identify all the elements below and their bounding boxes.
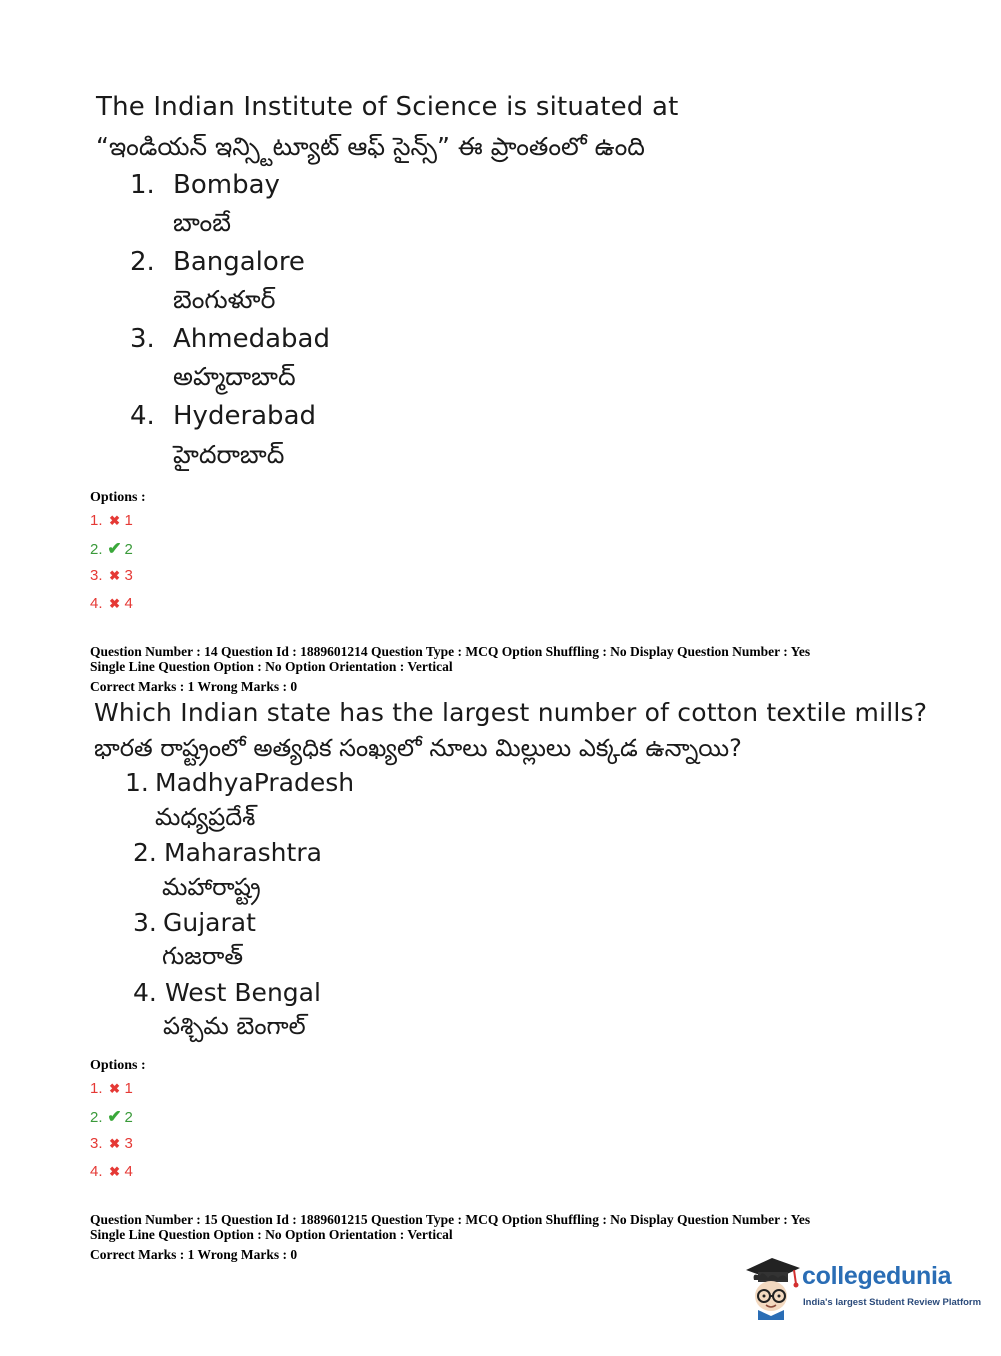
answer-index: 4. <box>90 595 103 612</box>
option-2-en: Maharashtra <box>164 838 322 867</box>
answer-index: 4. <box>90 1163 103 1180</box>
option-4-en: Hyderabad <box>173 401 316 431</box>
option-1-en: Bombay <box>173 170 280 200</box>
meta-line-1: Question Number : 15 Question Id : 1889601215 Question Type : MCQ Option Shuffling : No Display Question Number : Yes <box>90 1212 811 1227</box>
option-3-number: 3. <box>130 324 155 354</box>
student-mascot-icon <box>742 1250 804 1320</box>
cross-icon: ✖ <box>109 513 120 528</box>
answer-option-3 <box>90 1135 133 1152</box>
answer-value: 3 <box>124 567 133 584</box>
cross-icon: ✖ <box>109 1164 120 1179</box>
meta-line-3: Correct Marks : 1 Wrong Marks : 0 <box>90 1247 298 1262</box>
answer-index: 3. <box>90 1135 103 1152</box>
option-2-number: 2. <box>133 838 157 867</box>
option-2-te: బెంగుళూర్ <box>173 285 276 314</box>
options-label: Options : <box>90 1058 146 1073</box>
answer-value: 1 <box>124 512 133 529</box>
option-3-en: Gujarat <box>163 908 256 937</box>
option-1-te: మధ్యప్రదేశ్ <box>155 803 256 831</box>
option-3-te: గుజరాత్ <box>162 942 243 970</box>
question-13-text-en: The Indian Institute of Science is situated at <box>96 92 679 122</box>
meta-line-3: Correct Marks : 1 Wrong Marks : 0 <box>90 679 298 694</box>
answer-value: 4 <box>124 1163 133 1180</box>
question-14-text-te: భారత రాష్ట్రంలో అత్యధిక సంఖ్యలో నూలు మిల్లులు ఎక్కడ ఉన్నాయి? <box>94 734 742 762</box>
answer-option-4 <box>90 595 133 612</box>
meta-line-2: Single Line Question Option : No Option Orientation : Vertical <box>90 1227 453 1242</box>
answer-index: 2. <box>90 541 103 558</box>
answer-option-1 <box>90 1080 133 1097</box>
checkmark-icon: ✔ <box>107 539 122 558</box>
answer-value: 4 <box>124 595 133 612</box>
logo-wordmark: collegedunia <box>802 1262 952 1290</box>
option-4-te: పశ్చిమ బెంగాల్ <box>163 1012 306 1040</box>
option-4-te: హైదరాబాద్ <box>173 440 285 469</box>
collegedunia-logo[interactable] <box>742 1250 982 1320</box>
question-13-text-te: “ఇండియన్ ఇన్స్టిట్యూట్ ఆఫ్ సైన్స్” ఈ ప్రాంతంలో ఉంది <box>96 132 645 161</box>
question-14-text-en: Which Indian state has the largest number of cotton textile mills? <box>94 698 928 727</box>
answer-option-2 <box>90 539 133 559</box>
answer-value: 1 <box>124 1080 133 1097</box>
option-1-number: 1. <box>125 768 149 797</box>
answer-value: 3 <box>124 1135 133 1152</box>
answer-value: 2 <box>124 1109 133 1126</box>
meta-line-2: Single Line Question Option : No Option Orientation : Vertical <box>90 659 453 674</box>
answer-option-2 <box>90 1107 133 1127</box>
option-4-en: West Bengal <box>165 978 321 1007</box>
answer-value: 2 <box>124 541 133 558</box>
answer-index: 3. <box>90 567 103 584</box>
answer-option-3 <box>90 567 133 584</box>
option-2-number: 2. <box>130 247 155 277</box>
answer-index: 1. <box>90 512 103 529</box>
option-2-te: మహారాష్ట్ర <box>162 873 261 901</box>
option-1-number: 1. <box>130 170 155 200</box>
option-4-number: 4. <box>130 401 155 431</box>
logo-tagline: India's largest Student Review Platform <box>803 1297 982 1308</box>
answer-option-1 <box>90 512 133 529</box>
option-3-number: 3. <box>133 908 157 937</box>
option-1-te: బాంబే <box>173 208 231 237</box>
meta-line-1: Question Number : 14 Question Id : 1889601214 Question Type : MCQ Option Shuffling : No Display Question Number : Yes <box>90 644 811 659</box>
option-3-en: Ahmedabad <box>173 324 330 354</box>
answer-index: 1. <box>90 1080 103 1097</box>
checkmark-icon: ✔ <box>107 1107 122 1126</box>
options-label: Options : <box>90 490 146 505</box>
option-3-te: అహ్మదాబాద్ <box>173 362 296 391</box>
cross-icon: ✖ <box>109 1136 120 1151</box>
option-4-number: 4. <box>133 978 157 1007</box>
answer-option-4 <box>90 1163 133 1180</box>
cross-icon: ✖ <box>109 596 120 611</box>
cross-icon: ✖ <box>109 568 120 583</box>
option-1-en: MadhyaPradesh <box>155 768 355 797</box>
answer-index: 2. <box>90 1109 103 1126</box>
cross-icon: ✖ <box>109 1081 120 1096</box>
option-2-en: Bangalore <box>173 247 305 277</box>
